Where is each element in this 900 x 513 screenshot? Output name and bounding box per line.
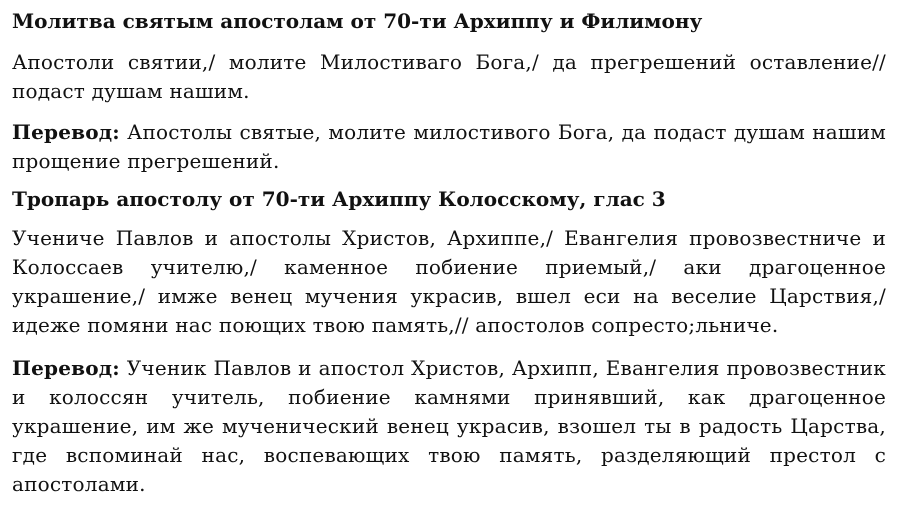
section-2-heading: Тропарь апостолу от 70-ти Архиппу Колосскому, глас 3 [12,187,666,211]
section-1-translation-label: Перевод: [12,120,120,144]
section-2-prayer-text: Учениче Павлов и апостолы Христов, Архиппе,/ Евангелия провозвестниче и Колоссаев учителю,/ каменное побиение приемый,/ аки драгоценное украшение,/ имже венец мучения украсив, вшел еси на веселие Царствия,/ идеже помяни нас поющих твою память,// апостолов сопресто;льниче. [12,226,886,337]
section-1-prayer-text: Апостоли святии,/ молите Милостиваго Бога,/ да прегрешений оставление// подаст душам нашим. [12,50,886,103]
section-2-translation-label: Перевод: [12,356,120,380]
section-2-translation-text: Ученик Павлов и апостол Христов, Архипп, Евангелия провозвестник и колоссян учитель, побиение камнями принявший, как драгоценное украшение, им же мученический венец украсив, взошел ты в радость Царства, где вспоминай нас, воспевающих твою память, разделяющий престол с апостолами. [12,356,886,496]
section-1-heading: Молитва святым апостолам от 70-ти Архиппу и Филимону [12,9,703,33]
section-1-translation [12,118,886,176]
section-1-translation-text: Апостолы святые, молите милостивого Бога, да подаст душам нашим прощение прегрешений. [12,120,886,173]
section-2-translation [12,354,886,499]
